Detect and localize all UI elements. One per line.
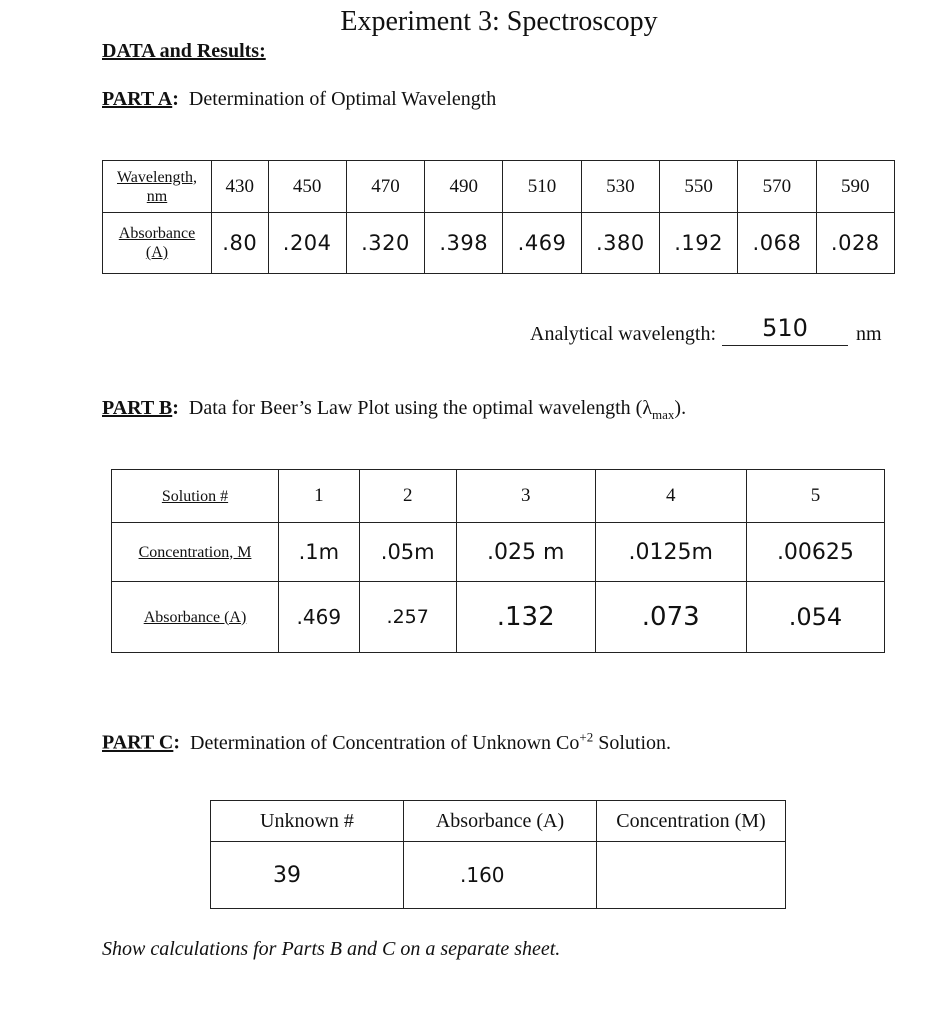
wavelength-table: [102, 160, 895, 274]
absorbance-row: [112, 582, 885, 653]
concentration-header: Concentration (M): [597, 801, 786, 842]
solution-cell: 5: [746, 470, 884, 523]
part-b-label: PART B: [102, 397, 173, 419]
absorbance-cell: .073: [595, 582, 746, 653]
absorbance-row: [103, 213, 895, 274]
absorbance-header: Absorbance (A): [112, 582, 279, 653]
concentration-header: Concentration, M: [112, 523, 279, 582]
absorbance-value: .160: [404, 842, 597, 909]
wavelength-cell: 450: [268, 161, 346, 213]
unknown-header-row: [211, 801, 786, 842]
concentration-cell: .00625: [746, 523, 884, 582]
absorbance-cell: .380: [581, 213, 659, 274]
absorbance-cell: .192: [659, 213, 737, 274]
absorbance-cell: .068: [738, 213, 816, 274]
part-c-description: Determination of Concentration of Unknown $Co^{+2}$ Solution.: [190, 729, 672, 754]
absorbance-cell: .469: [503, 213, 581, 274]
unknown-data-row: [211, 842, 786, 909]
part-c-heading: PART C: Determination of Concentration of Unknown $Co^{+2}$ Solution.: [102, 729, 672, 754]
solution-header: Solution #: [112, 470, 279, 523]
wavelength-cell: 470: [346, 161, 424, 213]
concentration-row: [112, 523, 885, 582]
unknown-header: Unknown #: [211, 801, 404, 842]
part-c-label: PART C: [102, 731, 174, 754]
wavelength-cell: 490: [425, 161, 503, 213]
concentration-cell: .05m: [359, 523, 456, 582]
solution-cell: 1: [279, 470, 360, 523]
analytical-unit: nm: [856, 323, 882, 345]
wavelength-header: Wavelength, nm: [103, 161, 212, 213]
solution-cell: 3: [456, 470, 595, 523]
absorbance-header: Absorbance (A): [404, 801, 597, 842]
section-heading: DATA and Results:: [102, 40, 266, 62]
wavelength-row: [103, 161, 895, 213]
part-b-heading: PART B: Data for Beer’s Law Plot using the optimal wavelength $(\lambda_{max})$.: [102, 397, 687, 422]
unknown-table: [210, 800, 786, 909]
concentration-cell: .025 m: [456, 523, 595, 582]
beers-law-table: [111, 469, 885, 653]
absorbance-header: Absorbance (A): [103, 213, 212, 274]
concentration-cell: .1m: [279, 523, 360, 582]
analytical-label: Analytical wavelength:: [530, 323, 717, 345]
solution-cell: 2: [359, 470, 456, 523]
absorbance-cell: .257: [359, 582, 456, 653]
wavelength-cell: 510: [503, 161, 581, 213]
wavelength-cell: 530: [581, 161, 659, 213]
concentration-value: [597, 842, 786, 909]
absorbance-cell: .028: [816, 213, 894, 274]
concentration-cell: .0125m: [595, 523, 746, 582]
analytical-field: [722, 314, 848, 346]
part-a-heading: PART A: Determination of Optimal Wavelength: [102, 88, 497, 110]
unknown-value: 39: [211, 842, 404, 909]
analytical-wavelength: [530, 314, 882, 346]
page-title: Experiment 3: Spectroscopy: [340, 6, 658, 37]
part-b-description: Data for Beer’s Law Plot using the optimal wavelength $(\lambda_{max})$.: [188, 397, 687, 422]
solution-row: [112, 470, 885, 523]
part-a-label: PART A: [102, 88, 173, 110]
wavelength-cell: 550: [659, 161, 737, 213]
part-a-description: Determination of Optimal Wavelength: [188, 88, 497, 110]
wavelength-cell: 570: [738, 161, 816, 213]
footer-note: Show calculations for Parts B and C on a separate sheet.: [102, 938, 561, 960]
wavelength-cell: 590: [816, 161, 894, 213]
wavelength-cell: 430: [212, 161, 269, 213]
absorbance-cell: .054: [746, 582, 884, 653]
absorbance-cell: .398: [425, 213, 503, 274]
absorbance-cell: .80: [212, 213, 269, 274]
absorbance-cell: .204: [268, 213, 346, 274]
absorbance-cell: .132: [456, 582, 595, 653]
absorbance-cell: .469: [279, 582, 360, 653]
analytical-value: 510: [762, 314, 808, 342]
solution-cell: 4: [595, 470, 746, 523]
absorbance-cell: .320: [346, 213, 424, 274]
